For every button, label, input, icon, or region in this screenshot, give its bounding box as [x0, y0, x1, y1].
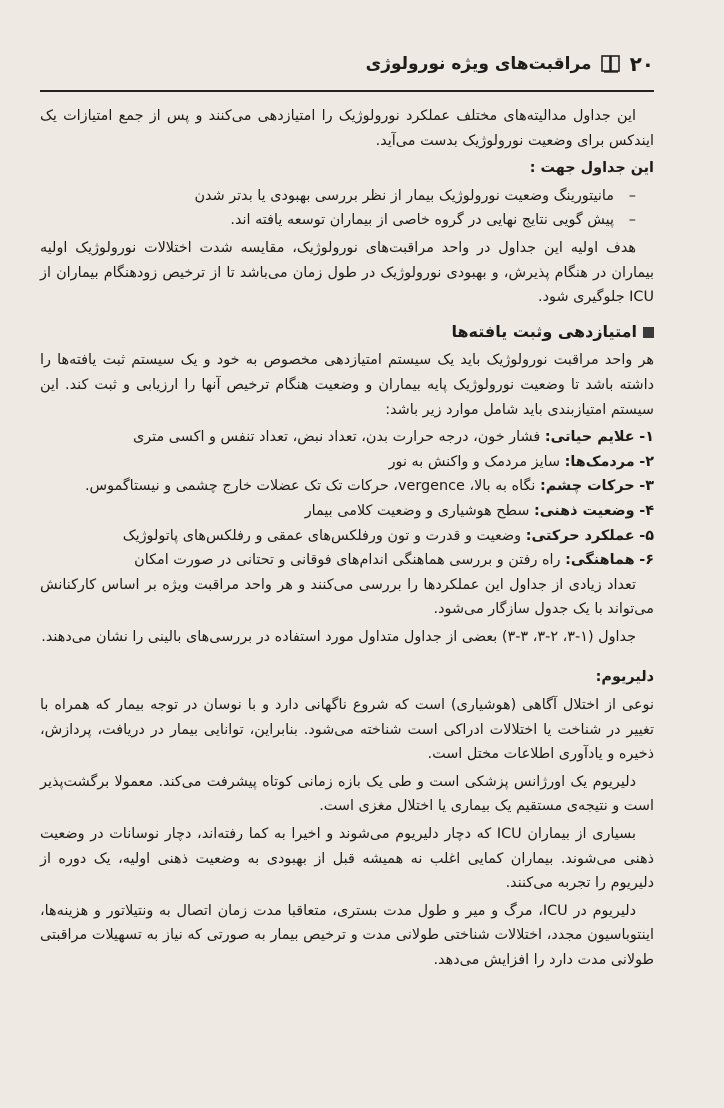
section-heading-delirium: دلیریوم:	[595, 669, 654, 686]
page-header	[40, 52, 654, 76]
page-number: ۲۰	[629, 52, 654, 76]
list-item: ۶- هماهنگی: راه رفتن و بررسی هماهنگی اندام‌های فوقانی و تحتانی در صورت امکان	[134, 552, 654, 569]
list-item: – پیش گویی نتایج نهایی در گروه خاصی از بیماران توسعه یافته اند.	[40, 208, 636, 233]
square-bullet-icon	[643, 327, 654, 338]
intro-paragraph-2: هدف اولیه این جداول در واحد مراقبت‌های نورولوژیک، مقایسه شدت اختلالات نورولوژیک اولیه بیماران در هنگام پذیرش، و بهبودی نورولوژیک در طول زمان می‌باشد تا از ترخیص زودهنگام بیماران از ICU جلوگیری شود.	[40, 239, 654, 306]
list-item: – مانیتورینگ وضعیت نورولوژیک بیمار از نظر بررسی بهبودی یا بدتر شدن	[40, 184, 636, 209]
delirium-paragraph-4: دلیریوم در ICU، مرگ و میر و طول مدت بستری، متعاقبا مدت زمان اتصال به ونتیلاتور و هزینه‌ها، اینتوباسیون مجدد، اختلالات شناختی طولانی مدت و ترخیص بیمار به صورتی که نیاز به تسهیلات مراقبتی طولانی مدت دارد را افزایش می‌دهد.	[40, 902, 654, 968]
scoring-paragraph-2: تعداد زیادی از جداول این عملکردها را بررسی می‌کنند و هر واحد مراقبت ویژه بر اساس کارکنانش می‌تواند با یک جدول سازگار می‌شود.	[40, 576, 654, 618]
list-item: ۲- مردمک‌ها: سایز مردمک و واکنش به نور	[388, 453, 654, 470]
delirium-paragraph-3: بسیاری از بیماران ICU که دچار دلیریوم می‌شوند و اخیرا به کما رفته‌اند، دچار نوسانات در وضعیت ذهنی می‌شوند. بیماران کمایی اغلب نه همیشه قبل از بهبودی به وضعیت ذهنی اولیه، یک دوره از دلیریوم را تجربه می‌کنند.	[40, 826, 654, 892]
list-item: ۵- عملکرد حرکتی: وضعیت و قدرت و تون ورفلکس‌های عمقی و رفلکس‌های پاتولوژیک	[122, 527, 654, 544]
purpose-list	[40, 184, 654, 233]
delirium-paragraph-2: دلیریوم یک اورژانس پزشکی است و طی یک بازه زمانی کوتاه پیشرفت می‌کند. معمولا برگشت‌پذیر است و نتیجه‌ی مستقیم یک بیماری یا اختلال مغزی است.	[40, 773, 654, 815]
dash-bullet: –	[628, 212, 636, 229]
delirium-paragraph-1: نوعی از اختلال آگاهی (هوشیاری) است که شروع ناگهانی دارد و با نوسان در توجه بیمار که همراه با تغییر در شناخت یا اختلالات ادراکی است شناخته می‌شود. بنابراین، توانایی بیمار در دریافت، پردازش، ذخیره و یادآوری اطلاعات مختل است.	[40, 697, 654, 763]
header-divider	[40, 90, 654, 92]
scoring-paragraph-3: جداول (۱-۳، ۲-۳، ۳-۳) بعضی از جداول متداول مورد استفاده در بررسی‌های بالینی را نشان می‌دهند.	[41, 628, 636, 645]
list-item: ۳- حرکات چشم: نگاه به بالا، vergence، حرکات تک تک عضلات خارج چشمی و نیستاگموس.	[84, 478, 654, 495]
scoring-items-list	[40, 425, 654, 573]
list-item: ۴- وضعیت ذهنی: سطح هوشیاری و وضعیت کلامی بیمار	[304, 502, 654, 519]
intro-paragraph-1: این جداول مدالیته‌های مختلف عملکرد نورولوژیک را امتیازدهی می‌کنند و پس از جمع امتیازات یک ایندکس برای وضعیت نورولوژیک بدست می‌آید.	[40, 108, 654, 149]
running-title: مراقبت‌های ویژه نورولوژی	[365, 54, 592, 74]
book-icon	[600, 54, 622, 74]
section-heading-scoring: امتیازدهی وثبت یافته‌ها	[40, 320, 654, 345]
page-body	[40, 104, 654, 976]
list-item: ۱- علایم حیاتی: فشار خون، درجه حرارت بدن، تعداد نبض، تعداد تنفس و اکسی متری	[132, 429, 654, 446]
purpose-label: این جداول جهت :	[529, 160, 654, 177]
scoring-paragraph-1: هر واحد مراقبت نورولوژیک باید یک سیستم امتیازدهی مخصوص به خود و یک سیستم ثبت یافته‌ها را داشته باشد تا وضعیت نورولوژیک پایه بیماران و وضعیت هنگام ترخیص آنها را ارزیابی و ثبت کند. این سیستم امتیازبندی باید شامل موارد زیر باشد:	[40, 352, 654, 418]
dash-bullet: –	[628, 187, 636, 204]
